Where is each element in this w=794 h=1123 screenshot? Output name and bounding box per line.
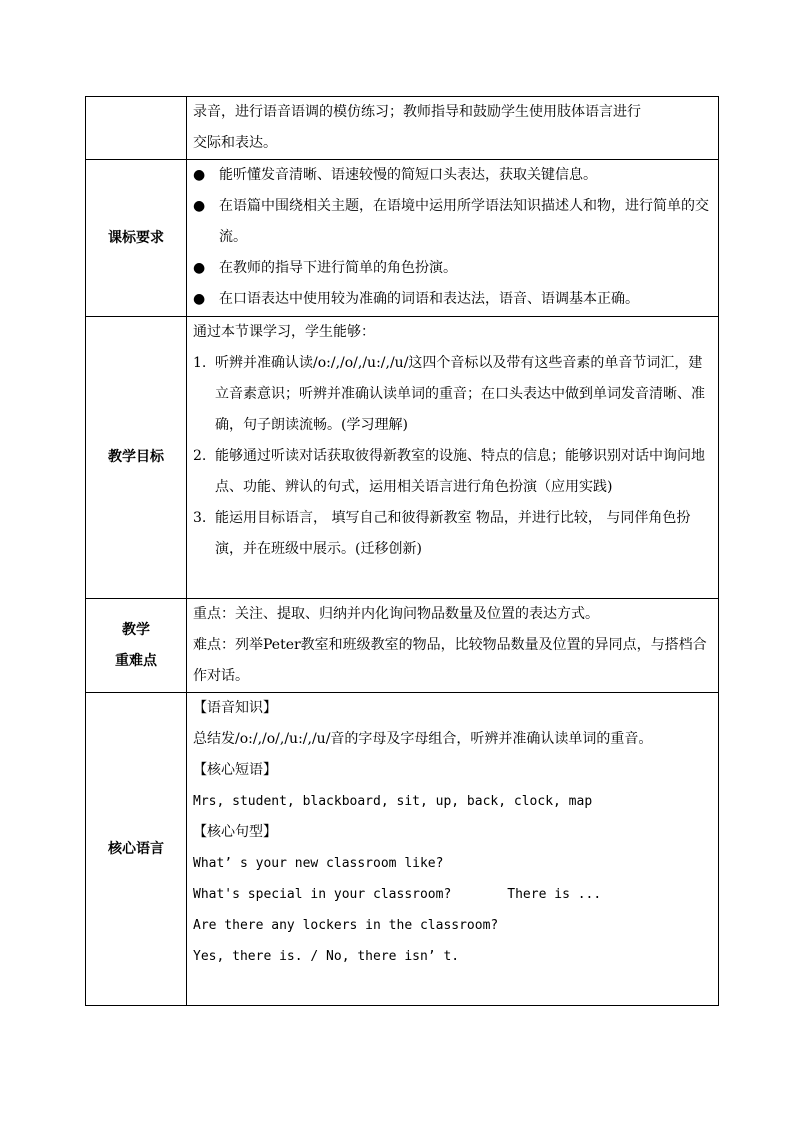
row-intro-content [187, 97, 719, 160]
curriculum-item [193, 160, 712, 191]
objective-item [193, 348, 712, 441]
row-objectives [86, 317, 719, 599]
objective-number: 3. [193, 510, 207, 526]
curriculum-item-text: 在教师的指导下进行简单的角色扮演。 [219, 260, 457, 276]
objective-item [193, 503, 712, 565]
phrases-text: Mrs, student, blackboard, sit, up, back, clock, map [193, 794, 593, 809]
bullet-dot-icon: ● [193, 198, 206, 214]
pattern-2-answer: There is ... [507, 887, 602, 902]
objective-text: 听辨并准确认读/o:/,/o/,/u:/,/u/这四个音标以及带有这些音素的单音节词汇，建立音素意识；听辨并准确认读单词的重音；在口头表达中做到单词发音清晰、准确，句子朗读流畅。(学习理解) [215, 355, 705, 433]
lesson-plan-table [85, 96, 719, 1006]
intro-line-2: 交际和表达。 [193, 135, 277, 151]
objectives-content [187, 317, 719, 599]
objective-text: 能运用目标语言， 填写自己和彼得新教室 物品，并进行比较， 与同伴角色扮演，并在班级中展示。(迁移创新) [215, 510, 691, 557]
row-focus [86, 599, 719, 693]
core-label: 核心语言 [86, 693, 187, 1006]
objective-item [193, 441, 712, 503]
curriculum-item [193, 191, 712, 253]
row-intro-label [86, 97, 187, 160]
curriculum-label: 课标要求 [86, 160, 187, 317]
objective-text: 能够通过听读对话获取彼得新教室的设施、特点的信息；能够识别对话中询问地点、功能、辨认的句式，运用相关语言进行角色扮演（应用实践) [215, 448, 705, 495]
patterns-heading: 【核心句型】 [193, 824, 277, 840]
objectives-intro: 通过本节课学习，学生能够： [193, 324, 375, 340]
objective-number: 2. [193, 448, 207, 464]
pattern-3: Are there any lockers in the classroom? [193, 918, 499, 933]
row-curriculum [86, 160, 719, 317]
row-core [86, 693, 719, 1006]
phonics-heading: 【语音知识】 [193, 700, 277, 716]
curriculum-item-text: 能听懂发音清晰、语速较慢的简短口头表达，获取关键信息。 [219, 167, 597, 183]
pattern-1: What’ s your new classroom like? [193, 856, 444, 871]
pattern-2 [193, 879, 712, 910]
row-intro [86, 97, 719, 160]
core-content [187, 693, 719, 1006]
bullet-dot-icon: ● [193, 291, 206, 307]
pattern-2-question: What's special in your classroom? [193, 887, 452, 902]
curriculum-item-text: 在口语表达中使用较为准确的词语和表达法，语音、语调基本正确。 [219, 291, 639, 307]
curriculum-item [193, 284, 712, 315]
bullet-dot-icon: ● [193, 260, 206, 276]
focus-difficult: 难点：列举Peter教室和班级教室的物品，比较物品数量及位置的异同点，与搭档合作对话。 [193, 637, 707, 684]
intro-line-1: 录音，进行语音语调的模仿练习；教师指导和鼓励学生使用肢体语言进行 [193, 104, 641, 120]
objectives-label: 教学目标 [86, 317, 187, 599]
focus-label-line-2: 重难点 [115, 652, 157, 669]
pattern-4: Yes, there is. / No, there isn’ t. [193, 949, 460, 964]
focus-content [187, 599, 719, 693]
curriculum-item-text: 在语篇中围绕相关主题，在语境中运用所学语法知识描述人和物，进行简单的交流。 [219, 198, 709, 245]
phonics-text: 总结发/o:/,/o/,/u:/,/u/音的字母及字母组合，听辨并准确认读单词的重音。 [193, 731, 653, 747]
focus-key: 重点：关注、提取、归纳并内化询问物品数量及位置的表达方式。 [193, 606, 599, 622]
bullet-dot-icon: ● [193, 167, 206, 183]
curriculum-item [193, 253, 712, 284]
focus-label [86, 599, 187, 693]
curriculum-content [187, 160, 719, 317]
phrases-heading: 【核心短语】 [193, 762, 277, 778]
objective-number: 1. [193, 355, 207, 371]
focus-label-line-1: 教学 [122, 621, 150, 638]
